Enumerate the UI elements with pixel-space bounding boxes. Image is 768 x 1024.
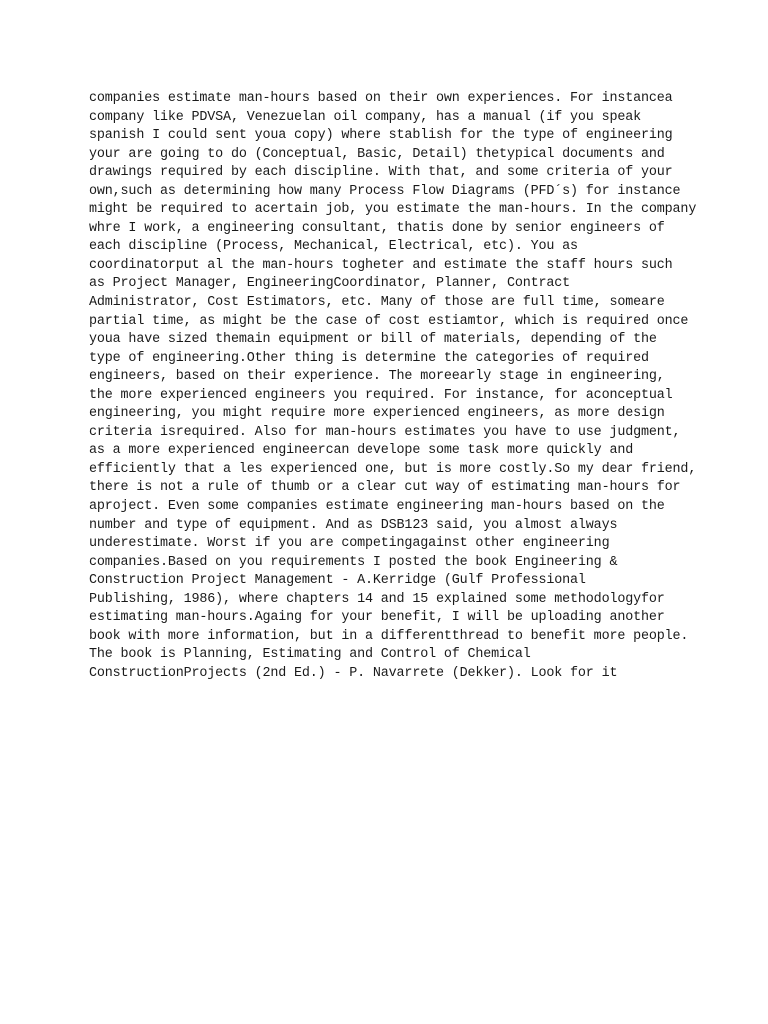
text-line: as a more experienced engineercan develope some task more quickly and (89, 443, 634, 459)
text-line: whre I work, a engineering consultant, thatis done by senior engineers of (89, 220, 665, 236)
text-line: efficiently that a les experienced one, but is more costly.So my dear friend, (89, 461, 697, 477)
text-line: partial time, as might be the case of cost estiamtor, which is required once (89, 313, 689, 329)
text-line: The book is Planning, Estimating and Control of Chemical (89, 647, 531, 663)
text-line: Administrator, Cost Estimators, etc. Many of those are full time, someare (89, 295, 665, 311)
text-line: might be required to acertain job, you estimate the man-hours. In the company (89, 202, 697, 218)
text-line: aproject. Even some companies estimate engineering man-hours based on the (89, 499, 665, 515)
text-line: book with more information, but in a differentthread to benefit more people. (89, 628, 689, 644)
text-line: coordinatorput al the man-hours togheter and estimate the staff hours such (89, 257, 673, 273)
text-line: engineering, you might require more experienced engineers, as more design (89, 406, 665, 422)
text-line: underestimate. Worst if you are competingagainst other engineering (89, 536, 610, 552)
text-line: as Project Manager, EngineeringCoordinator, Planner, Contract (89, 276, 571, 292)
text-line: Publishing, 1986), where chapters 14 and 15 explained some methodologyfor (89, 591, 665, 607)
text-line: criteria isrequired. Also for man-hours estimates you have to use judgment, (89, 424, 681, 440)
text-line: number and type of equipment. And as DSB123 said, you almost always (89, 517, 618, 533)
text-line: type of engineering.Other thing is determine the categories of required (89, 350, 649, 366)
text-line: estimating man-hours.Againg for your benefit, I will be uploading another (89, 610, 665, 626)
text-line: engineers, based on their experience. The moreearly stage in engineering, (89, 369, 665, 385)
text-line: drawings required by each discipline. With that, and some criteria of your (89, 165, 673, 181)
text-line: company like PDVSA, Venezuelan oil company, has a manual (if you speak (89, 109, 641, 125)
text-line: your are going to do (Conceptual, Basic, Detail) thetypical documents and (89, 146, 665, 162)
text-line: Construction Project Management - A.Kerridge (Gulf Professional (89, 573, 586, 589)
text-line: spanish I could sent youa copy) where stablish for the type of engineering (89, 128, 673, 144)
text-line: companies.Based on you requirements I posted the book Engineering & (89, 554, 618, 570)
text-line: own,such as determining how many Process Flow Diagrams (PFD´s) for instance (89, 183, 681, 199)
body-text (89, 90, 697, 684)
text-line: youa have sized themain equipment or bill of materials, depending of the (89, 332, 657, 348)
text-line: ConstructionProjects (2nd Ed.) - P. Navarrete (Dekker). Look for it (89, 665, 618, 681)
text-line: each discipline (Process, Mechanical, Electrical, etc). You as (89, 239, 578, 255)
text-line: there is not a rule of thumb or a clear cut way of estimating man-hours for (89, 480, 681, 496)
text-line: the more experienced engineers you required. For instance, for aconceptual (89, 387, 673, 403)
text-line: companies estimate man-hours based on their own experiences. For instancea (89, 91, 673, 106)
